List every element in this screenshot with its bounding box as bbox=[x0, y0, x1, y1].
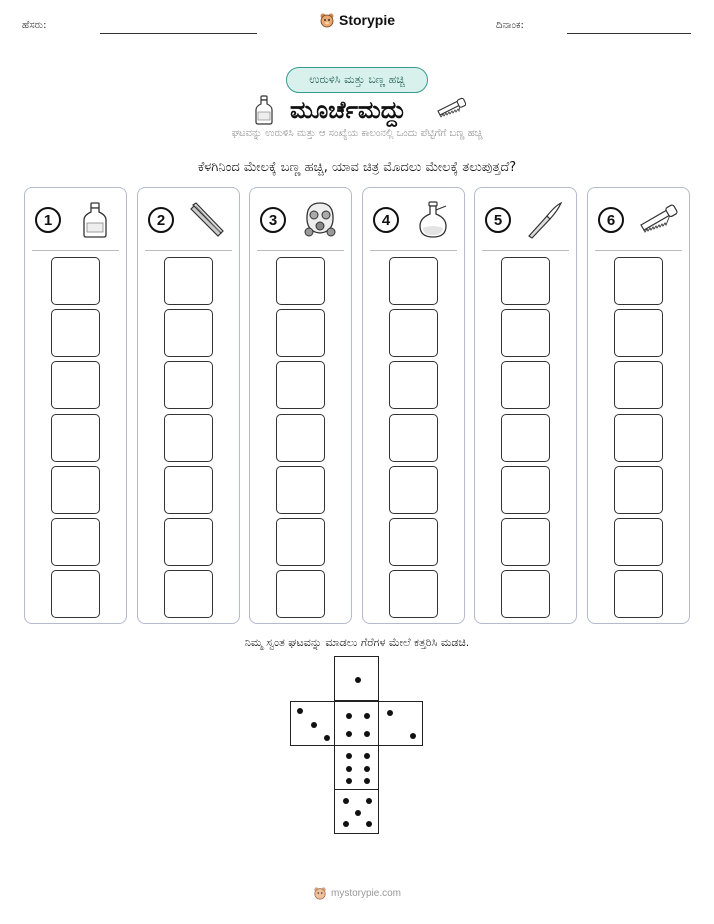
column-number: 3 bbox=[260, 207, 286, 233]
name-label: ಹೆಸರು: bbox=[22, 20, 47, 31]
column-divider bbox=[370, 250, 457, 251]
color-box[interactable] bbox=[164, 257, 213, 305]
column-header bbox=[25, 188, 126, 250]
saw-icon bbox=[436, 97, 466, 121]
dice-face bbox=[334, 789, 379, 834]
color-box[interactable] bbox=[501, 414, 550, 462]
color-box[interactable] bbox=[501, 257, 550, 305]
footer bbox=[0, 886, 714, 900]
date-line[interactable] bbox=[567, 33, 691, 34]
color-box[interactable] bbox=[501, 518, 550, 566]
column-divider bbox=[482, 250, 569, 251]
color-box[interactable] bbox=[164, 361, 213, 409]
column-3 bbox=[249, 187, 352, 624]
column-header bbox=[138, 188, 239, 250]
columns-grid bbox=[24, 187, 690, 624]
question: ಕೆಳಗಿನಿಂದ ಮೇಲಕ್ಕೆ ಬಣ್ಣ ಹಚ್ಚಿ, ಯಾವ ಚಿತ್ರ ಮೊದಲು ಮೇಲಕ್ಕೆ ತಲುಪುತ್ತದೆ? bbox=[197, 160, 517, 175]
color-box[interactable] bbox=[614, 466, 663, 514]
column-4 bbox=[362, 187, 465, 624]
color-box[interactable] bbox=[276, 466, 325, 514]
color-box[interactable] bbox=[276, 518, 325, 566]
dice-pip bbox=[346, 766, 352, 772]
dice-pip bbox=[364, 766, 370, 772]
name-line[interactable] bbox=[100, 33, 257, 34]
color-box[interactable] bbox=[51, 570, 100, 618]
color-box[interactable] bbox=[51, 257, 100, 305]
dice-pip bbox=[364, 753, 370, 759]
dice-face bbox=[334, 745, 379, 790]
color-box[interactable] bbox=[614, 361, 663, 409]
color-box[interactable] bbox=[389, 361, 438, 409]
forceps-icon bbox=[188, 200, 228, 240]
storypie-bear-icon bbox=[319, 12, 335, 28]
color-box[interactable] bbox=[389, 309, 438, 357]
column-number: 4 bbox=[373, 207, 399, 233]
color-box[interactable] bbox=[614, 257, 663, 305]
dice-pip bbox=[355, 677, 361, 683]
gas-mask-icon bbox=[300, 200, 340, 240]
dice-pip bbox=[364, 778, 370, 784]
dice-pip bbox=[364, 713, 370, 719]
category-badge: ಉರುಳಿಸಿ ಮತ್ತು ಬಣ್ಣ ಹಚ್ಚಿ bbox=[286, 67, 428, 93]
dice-pip bbox=[346, 753, 352, 759]
color-box[interactable] bbox=[501, 309, 550, 357]
color-box[interactable] bbox=[501, 570, 550, 618]
color-box[interactable] bbox=[614, 414, 663, 462]
footer-url[interactable]: mystorypie.com bbox=[330, 887, 401, 899]
column-number: 2 bbox=[148, 207, 174, 233]
color-box[interactable] bbox=[51, 518, 100, 566]
column-number: 6 bbox=[598, 207, 624, 233]
color-box[interactable] bbox=[51, 466, 100, 514]
dice-pip bbox=[355, 810, 361, 816]
dice-pip bbox=[410, 733, 416, 739]
page-title: ಮೂರ್ಚೆಮದ್ದು bbox=[290, 96, 407, 124]
dice-pip bbox=[343, 821, 349, 827]
dice-pip bbox=[311, 722, 317, 728]
column-5 bbox=[474, 187, 577, 624]
color-box[interactable] bbox=[276, 414, 325, 462]
dice-pip bbox=[346, 713, 352, 719]
dice-face bbox=[334, 701, 379, 746]
dice-pip bbox=[346, 731, 352, 737]
column-header bbox=[250, 188, 351, 250]
color-box[interactable] bbox=[614, 309, 663, 357]
dice-pip bbox=[364, 731, 370, 737]
title-row bbox=[0, 93, 714, 127]
color-box[interactable] bbox=[389, 414, 438, 462]
column-divider bbox=[145, 250, 232, 251]
color-box[interactable] bbox=[501, 361, 550, 409]
color-box[interactable] bbox=[276, 309, 325, 357]
dice-face bbox=[378, 701, 423, 746]
date-label: ದಿನಾಂಕ: bbox=[496, 20, 524, 31]
column-divider bbox=[257, 250, 344, 251]
column-header bbox=[588, 188, 689, 250]
column-1 bbox=[24, 187, 127, 624]
color-box[interactable] bbox=[389, 466, 438, 514]
dice-pip bbox=[343, 798, 349, 804]
column-2 bbox=[137, 187, 240, 624]
column-6 bbox=[587, 187, 690, 624]
dice-pip bbox=[366, 821, 372, 827]
color-box[interactable] bbox=[164, 309, 213, 357]
color-box[interactable] bbox=[614, 518, 663, 566]
color-box[interactable] bbox=[276, 361, 325, 409]
color-box[interactable] bbox=[614, 570, 663, 618]
column-number: 1 bbox=[35, 207, 61, 233]
color-box[interactable] bbox=[51, 414, 100, 462]
dice-face bbox=[290, 701, 335, 746]
dice-instruction: ನಿಮ್ಮ ಸ್ವಂತ ಘಟವನ್ನು ಮಾಡಲು ಗೆರೆಗಳ ಮೇಲೆ ಕತ್ತರಿಸಿ ಮಡಚಿ. bbox=[244, 636, 470, 649]
bottle-icon bbox=[254, 95, 274, 125]
column-header bbox=[475, 188, 576, 250]
color-box[interactable] bbox=[164, 518, 213, 566]
saw-icon bbox=[638, 200, 678, 240]
dice-pip bbox=[346, 778, 352, 784]
color-box[interactable] bbox=[389, 518, 438, 566]
dice-face bbox=[334, 656, 379, 701]
flask-icon bbox=[413, 200, 453, 240]
color-box[interactable] bbox=[501, 466, 550, 514]
color-box[interactable] bbox=[276, 570, 325, 618]
dice-pip bbox=[297, 708, 303, 714]
color-box[interactable] bbox=[164, 466, 213, 514]
dice-pip bbox=[366, 798, 372, 804]
brand-logo bbox=[0, 12, 714, 28]
column-divider bbox=[32, 250, 119, 251]
storypie-bear-icon bbox=[313, 886, 327, 900]
bottle-icon bbox=[75, 200, 115, 240]
column-divider bbox=[595, 250, 682, 251]
column-header bbox=[363, 188, 464, 250]
brand-name: Storypie bbox=[338, 12, 395, 28]
column-number: 5 bbox=[485, 207, 511, 233]
color-box[interactable] bbox=[164, 414, 213, 462]
scalpel-icon bbox=[525, 200, 565, 240]
color-box[interactable] bbox=[276, 257, 325, 305]
color-box[interactable] bbox=[389, 570, 438, 618]
subtitle: ಘಟವನ್ನು ಉರುಳಿಸಿ ಮತ್ತು ಆ ಸಂಖ್ಯೆಯ ಕಾಲಂನಲ್ಲಿ ಒಂದು ಪೆಟ್ಟಿಗೆಗೆ ಬಣ್ಣ ಹಚ್ಚಿ bbox=[231, 128, 483, 139]
color-box[interactable] bbox=[164, 570, 213, 618]
dice-pip bbox=[324, 735, 330, 741]
color-box[interactable] bbox=[389, 257, 438, 305]
color-box[interactable] bbox=[51, 309, 100, 357]
dice-pip bbox=[387, 710, 393, 716]
color-box[interactable] bbox=[51, 361, 100, 409]
